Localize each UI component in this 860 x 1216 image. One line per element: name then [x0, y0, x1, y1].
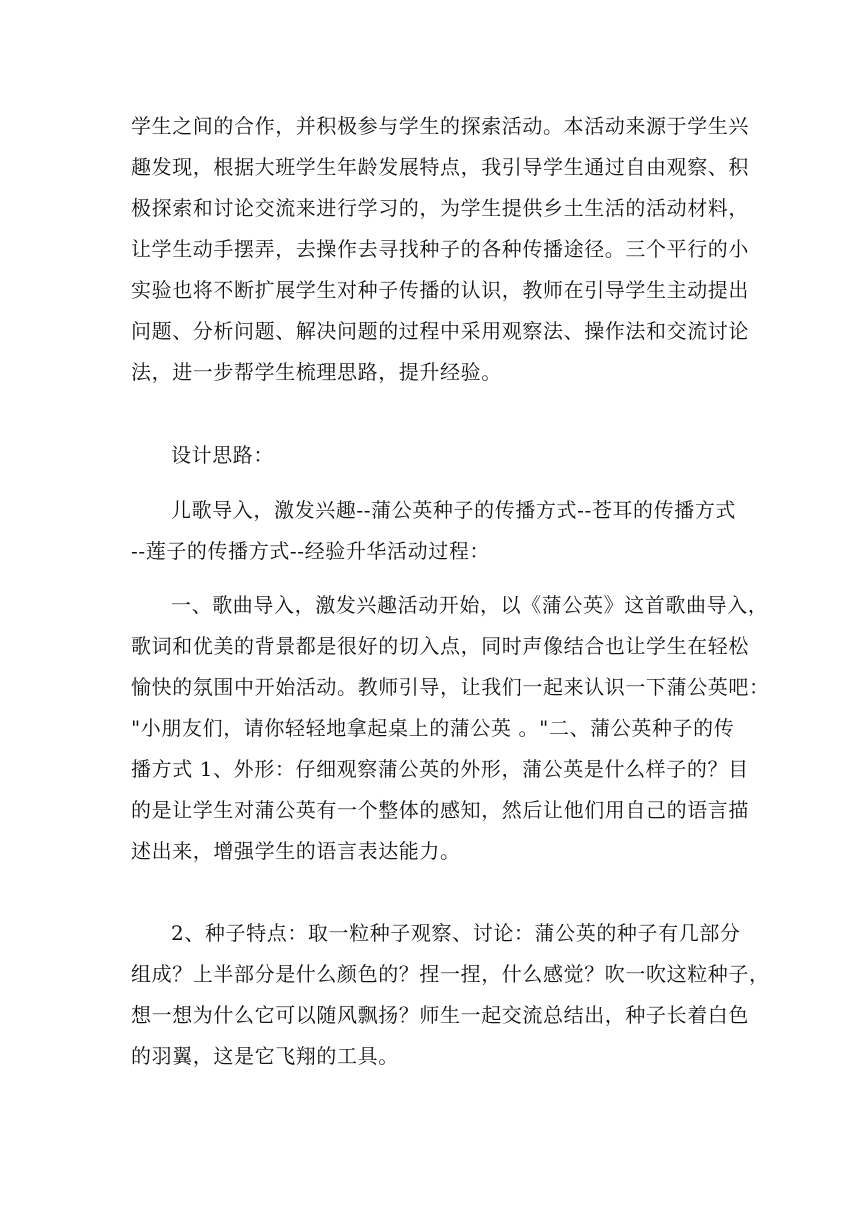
text-line: 法，进一步帮学生梳理思路，提升经验。	[131, 360, 502, 384]
text-line: 想一想为什么它可以随风飘扬？师生一起交流总结出，种子长着白色	[131, 1003, 749, 1027]
text-line: 问题、分析问题、解决问题的过程中采用观察法、操作法和交流讨论	[131, 319, 749, 343]
paragraph-seed-features	[131, 913, 770, 1077]
text-line: 趣发现，根据大班学生年龄发展特点，我引导学生通过自由观察、积	[131, 155, 749, 179]
text-line: 播方式 1、外形：仔细观察蒲公英的外形，蒲公英是什么样子的？目	[131, 757, 749, 781]
text-line: 极探索和讨论交流来进行学习的，为学生提供乡土生活的活动材料，	[131, 196, 749, 220]
text-line: 歌词和优美的背景都是很好的切入点，同时声像结合也让学生在轻松	[131, 634, 749, 658]
paragraph-design-heading	[131, 435, 731, 476]
text-line: 的羽翼，这是它飞翔的工具。	[131, 1044, 399, 1068]
text-line: 愉快的氛围中开始活动。教师引导，让我们一起来认识一下蒲公英吧：	[131, 675, 770, 699]
text-line: --莲子的传播方式--经验升华活动过程：	[131, 539, 491, 563]
text-line: 组成？上半部分是什么颜色的？捏一捏，什么感觉？吹一吹这粒种子，	[131, 962, 770, 986]
text-line: 述出来，增强学生的语言表达能力。	[131, 839, 461, 863]
text-line: "小朋友们，请你轻轻地拿起桌上的蒲公英 。"二、蒲公英种子的传	[131, 716, 735, 740]
text-line: 实验也将不断扩展学生对种子传播的认识，教师在引导学生主动提出	[131, 278, 749, 302]
section-heading: 设计思路：	[171, 443, 274, 467]
text-line: 一、歌曲导入，激发兴趣活动开始，以《蒲公英》这首歌曲导入，	[171, 593, 769, 617]
text-line: 儿歌导入，激发兴趣--蒲公英种子的传播方式--苍耳的传播方式	[171, 498, 737, 522]
text-line: 让学生动手摆弄，去操作去寻找种子的各种传播途径。三个平行的小	[131, 237, 749, 261]
paragraph-intro	[131, 106, 749, 393]
paragraph-design-flow	[131, 490, 737, 572]
text-line: 学生之间的合作，并积极参与学生的探索活动。本活动来源于学生兴	[131, 114, 749, 138]
text-line: 2、种子特点：取一粒种子观察、讨论：蒲公英的种子有几部分	[171, 921, 741, 945]
paragraph-activity-step-one	[131, 585, 770, 872]
text-line: 的是让学生对蒲公英有一个整体的感知，然后让他们用自己的语言描	[131, 798, 749, 822]
